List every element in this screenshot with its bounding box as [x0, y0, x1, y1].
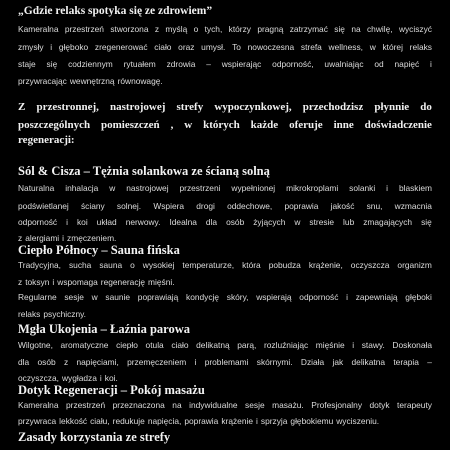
section-title: Sól & Cisza – Tężnia solankowa ze ścianą solną: [18, 164, 270, 178]
section-line: z toksyn i wspomaga regenerację mięśni.: [18, 277, 175, 287]
section-line: Regularne sesje w saunie poprawiają kondycję skóry, wspierają odporność i zapewniają głęboki: [18, 292, 432, 302]
section-line: Naturalna inhalacja w nastrojowej przestrzeni wypełnionej mikrokroplami solanki i blaskiem: [18, 183, 432, 193]
intro-line: przywracając wewnętrzną równowagę.: [18, 76, 163, 86]
section-line: Tradycyjna, sucha sauna o wysokiej temperaturze, która pobudza krążenie, oczyszcza organizm: [18, 260, 432, 270]
section-title: Zasady korzystania ze strefy: [18, 430, 171, 444]
lead-line: poszczególnych pomieszczeń , w których każde oferuje inne doświadczenie: [18, 119, 432, 131]
section-line: przywraca lekkość ciału, redukuje napięcia, poprawia krążenie i sprzyja głębokiemu wyciszeniu.: [18, 416, 380, 426]
section-line: oczyszcza, wygładza i koi.: [18, 373, 118, 383]
section-line: z alergiami i zmęczeniem.: [18, 233, 117, 243]
intro-line: Kameralna przestrzeń stworzona z myślą o tych, którzy pragną zatrzymać się na chwilę, wyciszyć: [18, 24, 432, 34]
intro-line: staje się codziennym rytuałem zdrowia – wspierając odporność, uwalniając od napięć i: [18, 59, 432, 69]
section-line: Kameralna przestrzeń przeznaczona na indywidualne sesje masażu. Profesjonalny dotyk terapeuty: [18, 400, 432, 410]
section-line: podświetlanej ściany solnej. Wspiera drogi oddechowe, poprawia jakość snu, wzmacnia: [18, 201, 432, 211]
section-title: Dotyk Regeneracji – Pokój masażu: [18, 383, 205, 397]
lead-line: Z przestronnej, nastrojowej strefy wypoczynkowej, przechodzisz płynnie do: [18, 101, 432, 113]
section-line: dla osób z napięciami, przemęczeniem i problemami skórnymi. Działa jak delikatna terapia –: [18, 357, 432, 367]
section-title: Ciepło Północy – Sauna fińska: [18, 243, 180, 257]
section-line: relaks psychiczny.: [18, 309, 87, 319]
section-line: odporność i koi układ nerwowy. Idealna dla osób żyjących w stresie lub zmagających się: [18, 217, 432, 227]
intro-line: zmysły i głęboko zregenerować ciało oraz umysł. To nowoczesna strefa wellness, w której relaks: [18, 42, 432, 52]
lead-line: regeneracji:: [18, 134, 75, 146]
intro-title: „Gdzie relaks spotyka się ze zdrowiem”: [18, 5, 213, 17]
section-title: Mgła Ukojenia – Łaźnia parowa: [18, 322, 190, 336]
section-line: Wilgotne, aromatyczne ciepło otula ciało delikatną parą, rozluźniając mięśnie i stawy. Doskonała: [18, 340, 432, 350]
